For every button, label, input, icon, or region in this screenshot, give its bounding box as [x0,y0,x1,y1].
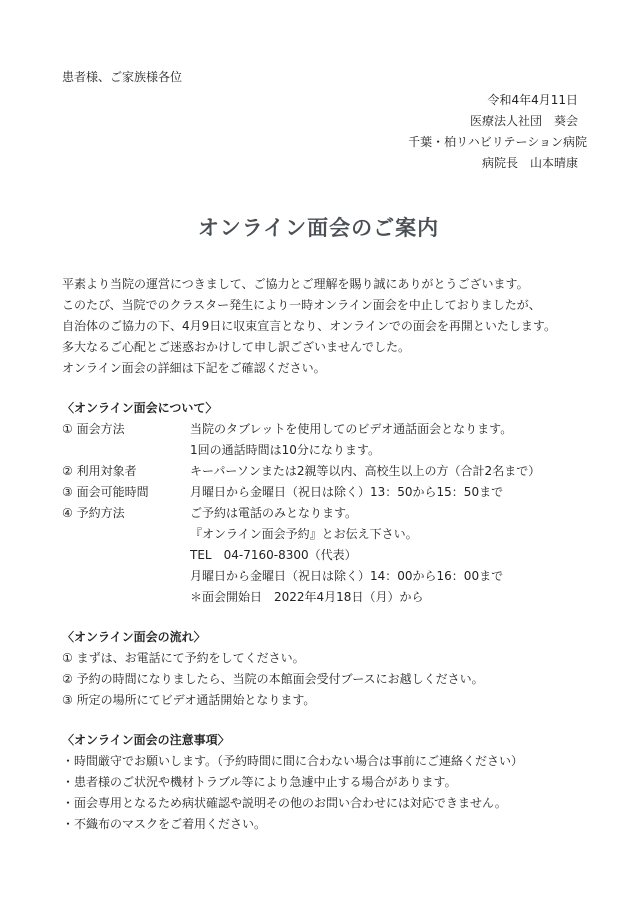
flow-item: ② 予約の時間になりましたら、当院の本館面会受付ブースにお越しください。 [62,672,484,686]
intro-line-1: 平素より当院の運営につきまして、ご協力とご理解を賜り誠にありがとうございます。 [62,277,529,291]
phone-number: TEL 04-7160-8300（代表） [190,548,357,562]
notes-item: ・患者様のご状況や機材トラブル等により急遽中止する場合があります。 [62,775,457,789]
about-item-1-label: ① 面会方法 [62,422,125,436]
about-item-4-text: 『オンライン面会予約』とお伝え下さい。 [190,527,418,541]
about-heading: 〈オンライン面会について〉 [62,401,218,415]
about-item-4-text: ご予約は電話のみとなります。 [190,506,358,520]
about-item-3-label: ③ 面会可能時間 [62,485,149,499]
notes-item: ・不織布のマスクをご着用ください。 [62,817,267,831]
flow-item: ① まずは、お電話にて予約をしてください。 [62,651,305,665]
about-item-1-text: 当院のタブレットを使用してのビデオ通話面会となります。 [190,422,513,436]
director-name: 病院長 山本晴康 [481,156,578,170]
intro-line-3: 自治体のご協力の下、4月9日に収束宣言となり、オンラインでの面会を再開といたします。 [62,319,556,333]
flow-item: ③ 所定の場所にてビデオ通話開始となります。 [62,693,316,707]
corporation-name: 医療法人社団 葵会 [469,114,578,128]
flow-heading: 〈オンライン面会の流れ〉 [62,630,206,644]
intro-line-5: オンライン面会の詳細は下記をご確認ください。 [62,361,326,375]
addressee: 患者様、ご家族様各位 [62,70,183,84]
about-item-2-label: ② 利用対象者 [62,464,137,478]
notes-item: ・面会専用となるため病状確認や説明その他のお問い合わせには対応できません。 [62,796,507,810]
start-date: ＊面会開始日 2022年4月18日（月）から [190,590,424,604]
intro-line-2: このたび、当院でのクラスター発生により一時オンライン面会を中止しておりましたが、 [62,298,541,312]
about-item-4-text: 月曜日から金曜日（祝日は除く）14：00から16：00まで [190,569,504,583]
notes-heading: 〈オンライン面会の注意事項〉 [62,733,230,747]
about-item-4-label: ④ 予約方法 [62,506,125,520]
about-item-2-text: キーパーソンまたは2親等以内、高校生以上の方（合計2名まで） [190,464,541,478]
intro-line-4: 多大なるご心配とご迷惑おかけして申し訳ございませんでした。 [62,340,411,354]
document-title: オンライン面会のご案内 [197,216,440,240]
issue-date: 令和4年4月11日 [487,93,578,107]
notes-item: ・時間厳守でお願いします。（予約時間に間に合わない場合は事前にご連絡ください） [62,754,524,768]
hospital-name: 千葉・柏リハビリテーション病院 [408,135,587,149]
about-item-1-text: 1回の通話時間は10分になります。 [190,443,380,457]
about-item-3-text: 月曜日から金曜日（祝日は除く）13：50から15：50まで [190,485,504,499]
